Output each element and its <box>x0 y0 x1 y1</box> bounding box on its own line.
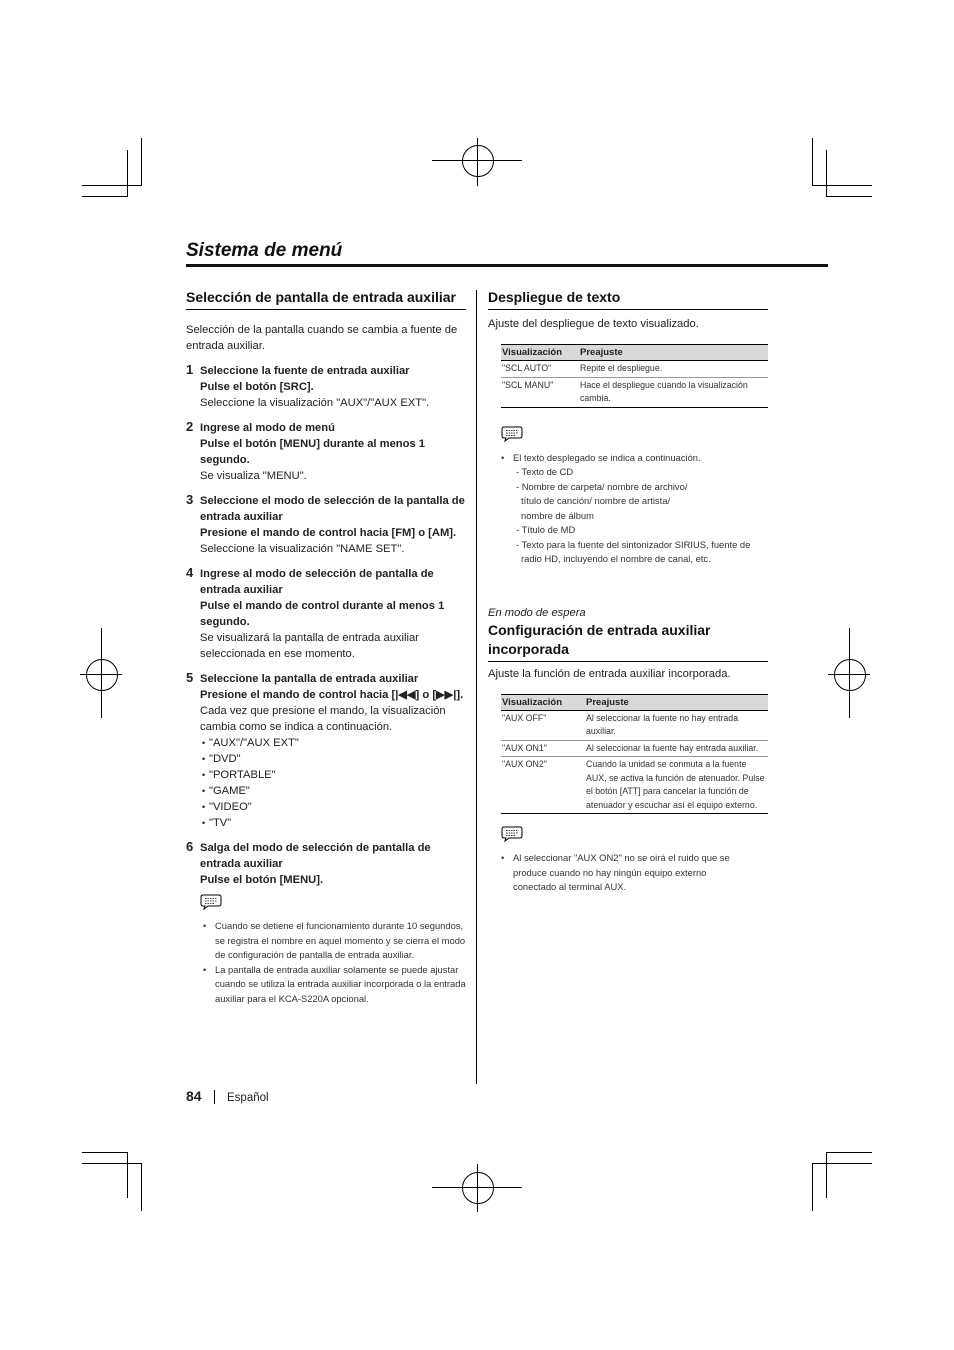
note-subitem: nombre de álbum <box>521 509 594 521</box>
step-action: Pulse el mando de control durante al menos 1 segundo. <box>200 600 445 628</box>
crop-mark <box>812 1163 813 1211</box>
step-number: 6 <box>186 839 194 854</box>
note-subitem: - Texto de CD <box>516 466 574 477</box>
step-action: Pulse el botón [SRC]. <box>200 381 314 393</box>
step-title: Ingrese al modo de menú <box>200 422 335 434</box>
section-intro: Ajuste la función de entrada auxiliar incorporada. <box>488 667 731 680</box>
step-title: Seleccione la fuente de entrada auxiliar <box>200 365 410 377</box>
table-cell: "AUX ON2" <box>501 757 585 814</box>
step-action: Presione el mando de control hacia [FM] o [AM]. <box>200 527 457 539</box>
table-header: Visualización <box>501 694 585 710</box>
step-number: 1 <box>186 362 194 377</box>
registration-mark <box>462 145 494 177</box>
column-divider <box>476 290 477 1084</box>
crop-mark <box>82 1163 142 1164</box>
note-item: • Al seleccionar "AUX ON2" no se oirá el ruido que se produce cuando no hay ningún equipo externo conectado al terminal AUX. <box>498 851 748 895</box>
note-item: • Cuando se detiene el funcionamiento durante 10 segundos, se registra el nombre en aquel momento y se cierra el modo de configuración de pantalla de entrada auxiliar. <box>200 919 466 963</box>
crop-mark <box>826 1152 872 1153</box>
step-action: Presione el mando de control hacia [|◀◀] o [▶▶|]. <box>200 689 464 701</box>
notes-list <box>498 851 748 895</box>
step-3 <box>186 493 466 557</box>
table-header: Preajuste <box>585 694 768 710</box>
crop-mark <box>127 1152 128 1198</box>
step-title: Salga del modo de selección de pantalla de entrada auxiliar <box>200 842 431 870</box>
step-text: Seleccione la visualización "AUX"/"AUX EXT". <box>200 397 430 409</box>
crop-mark <box>812 138 813 186</box>
crop-mark <box>127 150 128 197</box>
registration-line <box>849 628 850 718</box>
heading-rule <box>488 661 768 662</box>
step-number: 5 <box>186 670 194 685</box>
table-cell: "SCL MANU" <box>501 377 579 407</box>
note-icon <box>200 894 222 910</box>
registration-line <box>477 1164 478 1212</box>
list-item: • "GAME" <box>200 783 466 799</box>
table-row <box>501 740 768 757</box>
list-item: • "TV" <box>200 815 466 831</box>
table-row <box>501 377 768 407</box>
step-number: 3 <box>186 492 194 507</box>
step-number: 4 <box>186 565 194 580</box>
right-column <box>488 288 768 895</box>
note-item: • La pantalla de entrada auxiliar solamente se puede ajustar cuando se utiliza la entrada auxiliar incorporada o la entrada auxiliar para el KCA-S220A opcional. <box>200 963 466 1007</box>
note-subitem: - Texto para la fuente del sintonizador SIRIUS, fuente de <box>516 538 751 550</box>
step-text: Seleccione la visualización "NAME SET". <box>200 543 405 555</box>
heading-rule <box>488 309 768 310</box>
list-item: • "DVD" <box>200 751 466 767</box>
list-item: • "VIDEO" <box>200 799 466 815</box>
table-cell: Al seleccionar la fuente no hay entrada auxiliar. <box>585 710 768 740</box>
display-cycle-list <box>200 735 466 831</box>
step-5 <box>186 671 466 831</box>
step-text: Se visualiza "MENU". <box>200 470 307 482</box>
page-number-separator <box>214 1090 215 1104</box>
notes-list <box>186 919 466 1006</box>
section-intro: Selección de la pantalla cuando se cambia a fuente de entrada auxiliar. <box>186 324 458 352</box>
crop-mark <box>141 1163 142 1211</box>
section-heading-aux-config: Configuración de entrada auxiliar incorporada <box>488 621 711 657</box>
crop-mark <box>82 1152 128 1153</box>
note-sublist <box>498 465 768 567</box>
note-icon <box>501 426 523 442</box>
heading-rule <box>186 309 466 310</box>
list-item: • "PORTABLE" <box>200 767 466 783</box>
page-number: 84 <box>186 1088 202 1104</box>
registration-line <box>477 138 478 186</box>
step-title: Seleccione el modo de selección de la pantalla de entrada auxiliar <box>200 495 465 523</box>
crop-mark <box>82 185 142 186</box>
section-heading-text-display: Despliegue de texto <box>488 289 621 305</box>
table-cell: Repite el despliegue. <box>579 361 768 378</box>
table-row <box>501 361 768 378</box>
step-action: Pulse el botón [MENU]. <box>200 874 324 886</box>
section-heading-aux-display: Selección de pantalla de entrada auxiliar <box>186 289 456 305</box>
crop-mark <box>812 185 872 186</box>
note-subitem: - Título de MD <box>516 524 576 535</box>
note-subitem: - Nombre de carpeta/ nombre de archivo/ <box>516 480 688 492</box>
step-title: Ingrese al modo de selección de pantalla de entrada auxiliar <box>200 568 434 596</box>
table-cell: Hace el despliegue cuando la visualización cambia. <box>579 377 768 407</box>
table-cell: Al seleccionar la fuente hay entrada auxiliar. <box>585 740 768 757</box>
notes-list <box>498 451 768 466</box>
left-column <box>186 288 466 1006</box>
table-header: Preajuste <box>579 345 768 361</box>
section-intro: Ajuste del despliegue de texto visualizado. <box>488 318 699 330</box>
table-cell: "AUX ON1" <box>501 740 585 757</box>
table-cell: Cuando la unidad se conmuta a la fuente AUX, se activa la función de atenuador. Pulse el botón [ATT] para cancelar la función de atenuador y escuchar así el equipo externo. <box>585 757 768 814</box>
list-item: • "AUX"/"AUX EXT" <box>200 735 466 751</box>
crop-mark <box>812 1163 872 1164</box>
step-text: Se visualizará la pantalla de entrada auxiliar seleccionada en ese momento. <box>200 632 419 660</box>
table-header: Visualización <box>501 345 579 361</box>
crop-mark <box>82 196 128 197</box>
registration-mark <box>86 659 118 691</box>
step-6 <box>186 840 466 1006</box>
table-cell: "SCL AUTO" <box>501 361 579 378</box>
step-title: Seleccione la pantalla de entrada auxiliar <box>200 673 419 685</box>
note-item: • El texto desplegado se indica a continuación. <box>498 451 768 466</box>
page-title: Sistema de menú <box>186 240 343 261</box>
step-4 <box>186 566 466 662</box>
table-row <box>501 757 768 814</box>
step-action: Pulse el botón [MENU] durante al menos 1 segundo. <box>200 438 426 466</box>
crop-mark <box>141 138 142 186</box>
table-cell: "AUX OFF" <box>501 710 585 740</box>
step-text: Cada vez que presione el mando, la visualización cambia como se indica a continuación. <box>200 705 446 733</box>
registration-mark <box>834 659 866 691</box>
aux-config-table <box>501 694 768 815</box>
registration-line <box>101 628 102 718</box>
note-icon <box>501 826 523 842</box>
step-number: 2 <box>186 419 194 434</box>
registration-mark <box>462 1172 494 1204</box>
crop-mark <box>826 150 827 197</box>
mode-label: En modo de espera <box>488 606 586 619</box>
text-display-table <box>501 344 768 408</box>
note-subitem: radio HD, incluyendo el nombre de canal, etc. <box>521 553 711 564</box>
page-language: Español <box>227 1092 269 1104</box>
step-1 <box>186 363 466 411</box>
table-row <box>501 710 768 740</box>
crop-mark <box>826 196 872 197</box>
step-2 <box>186 420 466 484</box>
crop-mark <box>826 1152 827 1198</box>
note-subitem: título de canción/ nombre de artista/ <box>521 495 671 506</box>
title-rule <box>186 264 828 267</box>
